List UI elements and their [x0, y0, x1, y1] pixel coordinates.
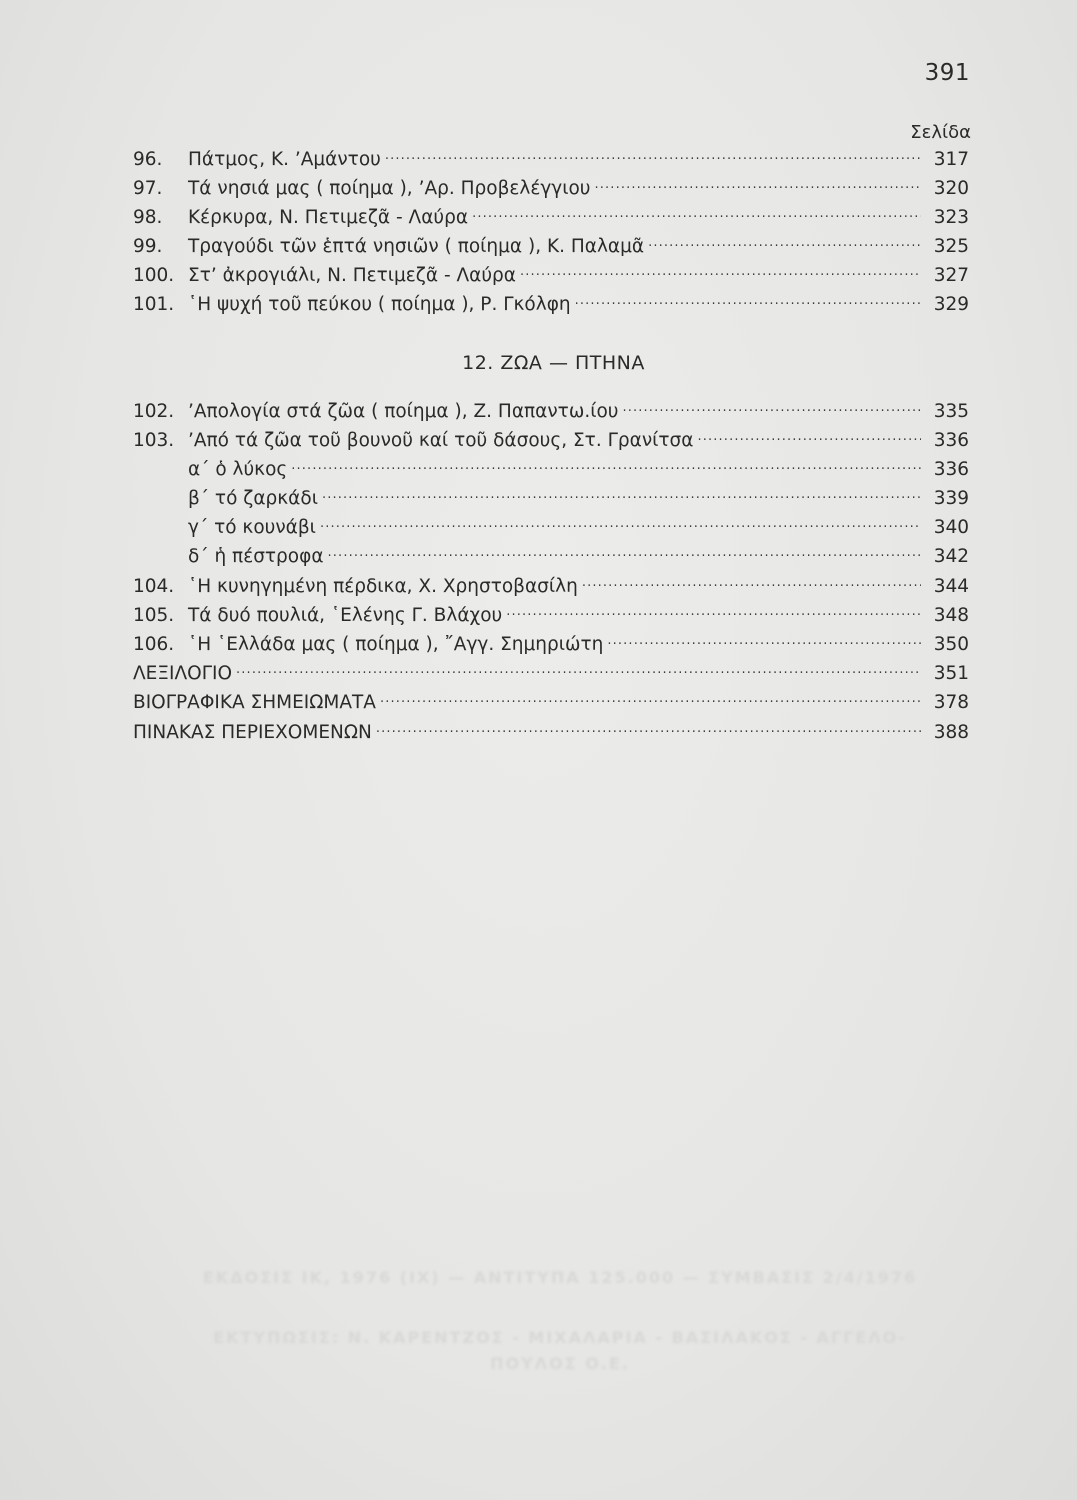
imprint-line-1: ΕΚΔΟΣΙΣ ΙΚ, 1976 (ΙΧ) — ΑΝΤΙΤΥΠΑ 125.000 — ΣΥΜΒΑΣΙΣ 2/4/1976 [202, 1268, 918, 1287]
toc-appendix-entry[interactable] [133, 690, 969, 719]
entry-page: 317 [933, 148, 969, 170]
entry-title: Κέρκυρα, Ν. Πετιμεζᾶ - Λαύρα [188, 206, 469, 228]
sub-entry-title: β΄ τό ζαρκάδι [188, 488, 318, 510]
entry-number: 106. [133, 634, 175, 655]
page-column-header: Σελίδα [910, 122, 971, 143]
sub-entry-title: γ΄ τό κουνάβι [188, 517, 316, 539]
dot-leader [506, 602, 921, 621]
toc-block-top [133, 146, 969, 321]
toc-entry[interactable] [133, 263, 969, 292]
entry-title: Τά νησιά μας ( ποίημα ), ’Αρ. Προβελέγγιου [188, 177, 591, 199]
toc-entry[interactable] [133, 146, 969, 175]
entry-page: 342 [933, 546, 969, 568]
entry-title: Τά δυό πουλιά, ῾Ελένης Γ. Βλάχου [188, 604, 503, 626]
entry-number: 103. [133, 429, 175, 451]
dot-leader [648, 234, 921, 253]
toc-entry[interactable] [133, 204, 969, 233]
entry-page: 350 [933, 634, 969, 655]
section-heading: 12. ΖΩΑ — ΠΤΗΝΑ [462, 352, 645, 374]
entry-title: ῾Η κυνηγημένη πέρδικα, Χ. Χρηστοβασίλη [188, 575, 578, 597]
entry-page: 325 [933, 236, 969, 258]
entry-number: 99. [133, 236, 163, 258]
entry-title: Πάτμος, Κ. ’Αμάντου [188, 148, 381, 170]
toc-entry[interactable] [133, 234, 969, 263]
entry-page: 320 [933, 177, 969, 199]
entry-number: 104. [133, 575, 175, 597]
toc-block-bottom [133, 398, 969, 748]
toc-entry[interactable] [133, 398, 969, 427]
toc-sub-entry[interactable] [133, 515, 969, 544]
entry-title: Στ’ ἀκρογιάλι, Ν. Πετιμεζᾶ - Λαύρα [188, 265, 516, 287]
entry-page: 340 [933, 517, 969, 539]
dot-leader [322, 486, 921, 505]
entry-title: ῾Η ψυχή τοῦ πεύκου ( ποίημα ), Ρ. Γκόλφη [188, 294, 571, 316]
dot-leader [575, 292, 921, 311]
entry-number: 100. [133, 265, 175, 287]
dot-leader [595, 175, 921, 194]
entry-number: 97. [133, 177, 163, 199]
entry-number: 101. [133, 294, 175, 316]
entry-page: 348 [933, 604, 969, 626]
page-number: 391 [924, 60, 970, 86]
entry-page: 329 [933, 294, 969, 316]
dot-leader [622, 398, 921, 417]
dot-leader [520, 263, 921, 282]
toc-entry[interactable] [133, 632, 969, 661]
entry-title: Τραγούδι τῶν ἑπτά νησιῶν ( ποίημα ), Κ. Παλαμᾶ [188, 236, 645, 258]
sub-entry-title: δ΄ ἡ πέστροφα [188, 546, 324, 568]
entry-page: 339 [933, 488, 969, 510]
entry-number: 105. [133, 604, 175, 626]
entry-page: 335 [933, 400, 969, 422]
entry-page: 351 [933, 663, 969, 685]
toc-entry[interactable] [133, 602, 969, 631]
dot-leader [291, 456, 921, 475]
dot-leader [582, 573, 921, 592]
entry-title: ’Απολογία στά ζῶα ( ποίημα ), Ζ. Παπαντω.ίου [188, 400, 619, 422]
entry-page: 344 [933, 575, 969, 597]
toc-entry[interactable] [133, 573, 969, 602]
dot-leader [697, 427, 921, 446]
entry-number: 102. [133, 400, 175, 422]
appendix-title: ΠΙΝΑΚΑΣ ΠΕΡΙΕΧΟΜΕΝΩΝ [133, 721, 372, 743]
entry-number: 98. [133, 206, 163, 228]
entry-title: ’Από τά ζῶα τοῦ βουνοῦ καί τοῦ δάσους, Στ. Γρανίτσα [188, 429, 694, 451]
toc-appendix-entry[interactable] [133, 719, 969, 748]
entry-page: 323 [933, 206, 969, 228]
entry-page: 378 [933, 692, 969, 714]
toc-sub-entry[interactable] [133, 544, 969, 573]
dot-leader [376, 719, 921, 738]
toc-entry[interactable] [133, 175, 969, 204]
entry-page: 388 [933, 721, 969, 743]
toc-sub-entry[interactable] [133, 456, 969, 485]
dot-leader [320, 515, 921, 534]
toc-entry[interactable] [133, 292, 969, 321]
dot-leader [472, 204, 921, 223]
entry-title: ῾Η ῾Ελλάδα μας ( ποίημα ), ῎Αγγ. Σημηριώτη [188, 634, 604, 655]
entry-page: 327 [933, 265, 969, 287]
dot-leader [380, 690, 921, 709]
appendix-title: ΛΕΞΙΛΟΓΙΟ [133, 663, 233, 685]
toc-appendix-entry[interactable] [133, 661, 969, 690]
appendix-title: ΒΙΟΓΡΑΦΙΚΑ ΣΗΜΕΙΩΜΑΤΑ [133, 692, 376, 714]
entry-page: 336 [933, 429, 969, 451]
sub-entry-title: α΄ ὁ λύκος [188, 458, 288, 480]
dot-leader [236, 661, 921, 680]
dot-leader [607, 632, 921, 651]
imprint-line-2: ΕΚΤΥΠΩΣΙΣ: Ν. ΚΑΡΕΝΤΖΟΣ - ΜΙΧΑΛΑΡΙΑ - ΒΑΣΙΛΑΚΟΣ - ΑΓΓΕΛΟ- [213, 1328, 907, 1347]
dot-leader [328, 544, 921, 563]
toc-sub-entry[interactable] [133, 486, 969, 515]
toc-entry[interactable] [133, 427, 969, 456]
entry-number: 96. [133, 148, 163, 170]
dot-leader [385, 146, 921, 165]
imprint-line-3: ΠΟΥΛΟΣ Ο.Ε. [490, 1354, 630, 1373]
entry-page: 336 [933, 458, 969, 480]
